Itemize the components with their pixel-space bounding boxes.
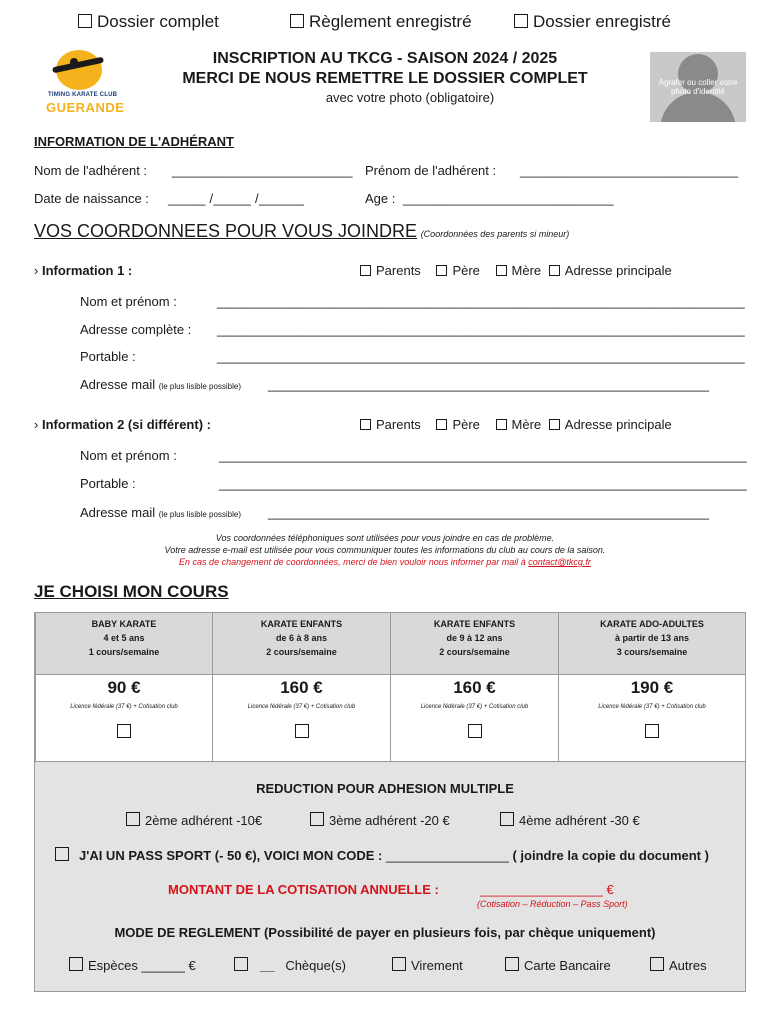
section-adherent: INFORMATION DE L'ADHÉRANT [34, 134, 235, 149]
pass-sport-code-field[interactable]: _________________ [385, 848, 509, 863]
montant-note: (Cotisation – Réduction – Pass Sport) [477, 899, 628, 909]
price-enfants-9-12: 160 € [453, 678, 496, 697]
note-change: En cas de changement de coordonnées, merci de bien vouloir nous informer par mail à contact@tkcg.fr [179, 557, 591, 567]
course-table [34, 612, 746, 762]
nom-adherent-field[interactable]: ________________________ [172, 163, 353, 178]
info2-heading: › Information 2 (si différent) : [34, 417, 211, 432]
pay-carte-bancaire[interactable]: Carte Bancaire [505, 957, 611, 973]
age-field[interactable]: ____________________________ [403, 191, 614, 206]
photo-instruction: Agrafer ou coller votre photo d'identité [658, 78, 738, 96]
prenom-adherent-label: Prénom de l'adhérent : [365, 163, 497, 178]
info1-mail-label: Adresse mail (le plus lisible possible) [80, 377, 242, 392]
dob-field[interactable]: _____ /_____ /______ [168, 191, 305, 206]
prenom-adherent-field[interactable]: _____________________________ [520, 163, 739, 178]
checkbox[interactable] [514, 14, 528, 28]
course-ado-adultes: KARATE ADO-ADULTES à partir de 13 ans 3 cours/semaine 190 € Licence fédérale (37 €) + Cotisation club [558, 613, 745, 761]
form-title-line2: MERCI DE NOUS REMETTRE LE DOSSIER COMPLET [182, 70, 588, 87]
reduction-title: REDUCTION POUR ADHESION MULTIPLE [256, 781, 514, 796]
chevron-right-icon: › [34, 417, 39, 432]
checkbox-adresse-principale-1[interactable] [549, 265, 560, 276]
check-dossier-complet[interactable]: Dossier complet [78, 12, 219, 32]
note-email: Votre adresse e-mail est utilisée pour vous communiquer toutes les informations du club au cours de la saison. [164, 545, 606, 555]
checkbox-mere-2[interactable] [496, 419, 507, 430]
info1-heading: › Information 1 : [34, 263, 133, 278]
pay-cheque[interactable]: __ Chèque(s) [234, 957, 346, 973]
logo-text-bottom: GUERANDE [46, 100, 125, 115]
info1-adresse-field[interactable]: _________________________________________________________________________ [217, 322, 745, 337]
info2-nom-label: Nom et prénom : [80, 448, 177, 463]
note-phone: Vos coordonnées téléphoniques sont utilisées pour vous joindre en cas de problème. [215, 533, 555, 543]
age-label: Age : [365, 191, 396, 206]
course-enfants-6-8: KARATE ENFANTS de 6 à 8 ans 2 cours/semaine 160 € Licence fédérale (37 €) + Cotisation club [212, 613, 390, 761]
checkbox-course-enfants-6-8[interactable] [295, 724, 309, 738]
price-baby: 90 € [107, 678, 141, 697]
checkbox-pass-sport[interactable] [55, 847, 69, 861]
checkbox-course-enfants-9-12[interactable] [468, 724, 482, 738]
photo-placeholder [650, 52, 746, 122]
checkbox-pere-2[interactable] [436, 419, 447, 430]
info2-options: Parents Père Mère Adresse principale [360, 417, 672, 432]
reduction-3eme[interactable]: 3ème adhérent -20 € [310, 812, 450, 828]
info1-options: Parents Père Mère Adresse principale [360, 263, 672, 278]
course-enfants-9-12: KARATE ENFANTS de 9 à 12 ans 2 cours/semaine 160 € Licence fédérale (37 €) + Cotisation club [390, 613, 558, 761]
nom-adherent-label: Nom de l'adhérent : [34, 163, 148, 178]
mode-reglement-title: MODE DE REGLEMENT (Possibilité de payer en plusieurs fois, par chèque uniquement) [114, 925, 656, 940]
pass-sport-row: J'AI UN PASS SPORT (- 50 €), VOICI MON CODE : _________________ ( joindre la copie du document ) [55, 847, 709, 863]
checkbox-adresse-principale-2[interactable] [549, 419, 560, 430]
checkbox-mere-1[interactable] [496, 265, 507, 276]
info2-mail-label: Adresse mail (le plus lisible possible) [80, 505, 242, 520]
info1-mail-field[interactable]: _____________________________________________________________ [268, 377, 710, 392]
price-ado-adultes: 190 € [630, 678, 674, 697]
cours-title: JE CHOISI MON COURS [34, 582, 229, 601]
checkbox-pere-1[interactable] [436, 265, 447, 276]
checkbox[interactable] [234, 957, 248, 971]
coord-title-note: (Coordonnées des parents si mineur) [420, 229, 570, 239]
cheque-count-field[interactable]: __ [260, 958, 275, 973]
contact-email-link[interactable]: contact@tkcg.fr [528, 557, 591, 567]
info1-portable-label: Portable : [80, 349, 136, 364]
info2-nom-field[interactable]: _________________________________________________________________________ [219, 448, 747, 463]
pay-autres[interactable]: Autres [650, 957, 707, 973]
form-title-line1: INSCRIPTION AU TKCG - SAISON 2024 / 2025 [212, 50, 558, 67]
reduction-2eme[interactable]: 2ème adhérent -10€ [126, 812, 262, 828]
form-subtitle: avec votre photo (obligatoire) [325, 90, 495, 105]
pay-virement[interactable]: Virement [392, 957, 463, 973]
info1-nom-label: Nom et prénom : [80, 294, 177, 309]
reduction-4eme[interactable]: 4ème adhérent -30 € [500, 812, 640, 828]
coord-heading [34, 221, 569, 242]
checkbox[interactable] [500, 812, 514, 826]
info1-portable-field[interactable]: _________________________________________________________________________ [217, 349, 745, 364]
pay-especes[interactable]: Espèces ______ € [69, 957, 196, 973]
checkbox[interactable] [126, 812, 140, 826]
info2-mail-field[interactable]: _____________________________________________________________ [268, 505, 710, 520]
check-dossier-enregistre[interactable]: Dossier enregistré [514, 12, 671, 32]
avatar-body-icon [660, 92, 736, 122]
checkbox[interactable] [392, 957, 406, 971]
checkbox[interactable] [69, 957, 83, 971]
checkbox[interactable] [78, 14, 92, 28]
chevron-right-icon: › [34, 263, 39, 278]
info2-portable-field[interactable]: _________________________________________________________________________ [219, 476, 747, 491]
montant-field[interactable]: _________________ € [480, 882, 614, 897]
info1-adresse-label: Adresse complète : [80, 322, 192, 337]
info1-nom-field[interactable]: _________________________________________________________________________ [217, 294, 745, 309]
checkbox[interactable] [650, 957, 664, 971]
checkbox-parents-2[interactable] [360, 419, 371, 430]
logo-text-top: TIMING KARATE CLUB [48, 92, 118, 98]
course-baby: BABY KARATE 4 et 5 ans 1 cours/semaine 90 € Licence fédérale (37 €) + Cotisation club [35, 613, 212, 761]
dob-label: Date de naissance : [34, 191, 149, 206]
montant-label: MONTANT DE LA COTISATION ANNUELLE : [168, 882, 439, 897]
checkbox-course-ado-adultes[interactable] [645, 724, 659, 738]
price-enfants-6-8: 160 € [280, 678, 323, 697]
checkbox[interactable] [505, 957, 519, 971]
check-reglement-enregistre[interactable]: Règlement enregistré [290, 12, 472, 32]
checkbox-course-baby[interactable] [117, 724, 131, 738]
checkbox-parents-1[interactable] [360, 265, 371, 276]
checkbox[interactable] [310, 812, 324, 826]
coord-title: VOS COORDONNEES POUR VOUS JOINDRE [34, 221, 418, 241]
info2-portable-label: Portable : [80, 476, 136, 491]
checkbox[interactable] [290, 14, 304, 28]
